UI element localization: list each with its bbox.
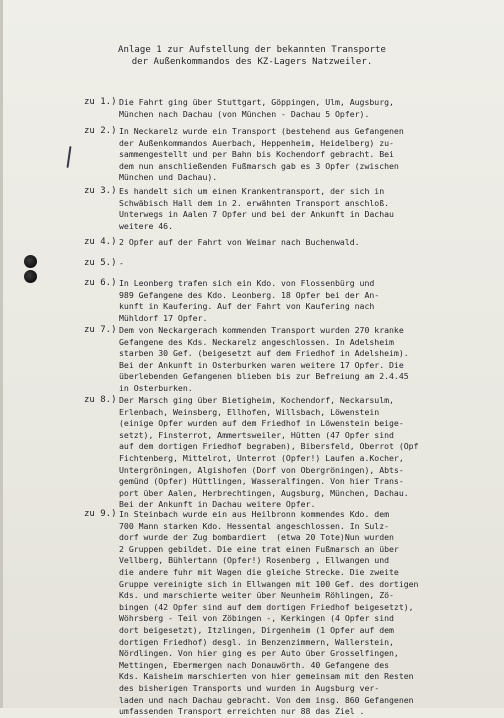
entry-text-line: Gruppe vereinigte sich in Ellwangen mit 100 Gef. des dortigen xyxy=(119,578,419,589)
document-title-line-2: der Außenkommandos des KZ-Lagers Natzweiler. xyxy=(131,57,373,67)
document-title-line-1: Anlage 1 zur Aufstellung der bekannten Transporte xyxy=(118,45,386,55)
entry-text-line: weitere 46. xyxy=(119,220,174,231)
entry-text-line: Wöhrsberg - Teil von Zöbingen -, Kerkingen (4 Opfer sind xyxy=(119,613,394,624)
entry-text-line: Kds. Kaisheim marschierten von hier gemeinsam mit den Resten xyxy=(119,671,414,682)
entry-text-line: Kds. und marschierte weiter über Neunheim Röhlingen, Zö- xyxy=(119,590,394,601)
entry-text xyxy=(119,258,503,270)
entry-label: zu 7.) xyxy=(84,325,117,335)
entry-text-line: München und Dachau). xyxy=(119,172,218,183)
entry-text-line: kunft in Kaufering. Auf der Fahrt von Kaufering nach xyxy=(119,301,375,312)
entry-text xyxy=(119,186,503,232)
entry-text-line: 700 Mann starken Kdo. Hessental angeschlossen. In Sulz- xyxy=(119,520,390,531)
entry-text xyxy=(119,325,503,395)
entry-text-line: Bei der Ankunft in Osterburken waren weitere 17 Opfer. Die xyxy=(119,359,404,370)
entry-text-line: 989 Gefangene des Kdo. Leonberg. 18 Opfer bei der An- xyxy=(119,289,380,300)
entry-text-line: Der Marsch ging über Bietigheim, Kochendorf, Neckarsulm, xyxy=(119,395,394,405)
entry-text-line: setzt), Finsterrot, Ammertsweiler, Hütten (47 Opfer sind xyxy=(119,429,394,440)
entry-label: zu 5.) xyxy=(84,258,117,268)
entry-label: zu 8.) xyxy=(84,395,117,405)
entry-text-line: 2 Gruppen gebildet. Die eine trat einen Fußmarsch an über xyxy=(119,543,399,554)
entry-label: zu 6.) xyxy=(84,278,117,288)
page-edge xyxy=(0,0,3,708)
entry-text xyxy=(119,126,503,184)
entry-text-line: In Leonberg trafen sich ein Kdo. von Flossenbürg und xyxy=(119,278,375,288)
entry-text-line: Untergröningen, Algishofen (Dorf von Obergröningen), Abts- xyxy=(119,464,404,475)
entry-text-line: umfassenden Transport erreichten nur 88 das Ziel . xyxy=(119,706,365,717)
margin-pen-mark xyxy=(66,146,71,168)
entry-text-line: Mettingen, Ebermergen nach Donauwörth. 40 Gefangene des xyxy=(119,659,390,670)
entry-text-line: starben 30 Gef. (beigesetzt auf dem Friedhof in Adelsheim). xyxy=(119,348,409,359)
entry-text-line: Fichtenberg, Mittelrot, Unterrot (Opfer!) Laufen a.Kocher, xyxy=(119,452,404,463)
entry-text-line: dorf wurde der Zug bombardiert (etwa 20 Tote)Nun wurden xyxy=(119,532,394,543)
entry-text-line: Mühldorf 17 Opfer. xyxy=(119,312,208,323)
entry-text-line: auf dem dortigen Friedhof begraben), Bibersfeld, Oberrot (Opf xyxy=(119,441,419,452)
entry-text-line: Unterwegs in Aalen 7 Opfer und bei der Ankunft in Dachau xyxy=(119,209,394,220)
entry-text-line: Dem von Neckargerach kommenden Transport wurden 270 kranke xyxy=(119,325,404,335)
entry-text-line: Gefangene des Kds. Neckarelz angeschlossen. In Adelsheim xyxy=(119,336,394,347)
entry-text-line: Vellberg, Bühlertann (Opfer!) Rosenberg , Ellwangen und xyxy=(119,555,390,566)
entry-text xyxy=(119,237,503,249)
entry-text xyxy=(119,395,503,511)
entry-text-line: - xyxy=(119,258,124,268)
entry-text-line: In Steinbach wurde ein aus Heilbronn kommendes Kdo. dem xyxy=(119,509,390,519)
entry-label: zu 1.) xyxy=(84,97,117,107)
punch-hole-upper xyxy=(24,255,37,268)
entry-text xyxy=(119,509,503,718)
entry-text-line: dort beigesetzt), Itzlingen, Dirgenheim (1 Opfer auf dem xyxy=(119,624,394,635)
entry-text-line: sammengestellt und per Bahn bis Kochendorf gebracht. Bei xyxy=(119,149,394,160)
entry-label: zu 3.) xyxy=(84,186,117,196)
entry-text-line: Erlenbach, Weinsberg, Ellhofen, Willsbach, Löwenstein xyxy=(119,406,380,417)
entry-text-line: gemünd (Opfer) Hüttlingen, Wasseralfingen. Von hier Trans- xyxy=(119,476,404,487)
entry-text xyxy=(119,278,503,324)
entry-text-line: bingen (42 Opfer sind auf dem dortigen Friedhof beigesetzt), xyxy=(119,601,414,612)
entry-text-line: 2 Opfer auf der Fahrt von Weimar nach Buchenwald. xyxy=(119,237,360,247)
entry-text-line: port über Aalen, Herbrechtingen, Augsburg, München, Dachau. xyxy=(119,487,409,498)
entry-text xyxy=(119,97,503,120)
entry-text-line: Die Fahrt ging über Stuttgart, Göppingen, Ulm, Augsburg, xyxy=(119,97,394,107)
entry-text-line: die andere fuhr mit Wagen die gleiche Strecke. Die zweite xyxy=(119,566,399,577)
entry-text-line: der Außenkommandos Auerbach, Heppenheim, Heidelberg) zu- xyxy=(119,137,394,148)
entry-text-line: Schwäbisch Hall dem in 2. erwähnten Transport anschloß. xyxy=(119,197,390,208)
entry-label: zu 9.) xyxy=(84,509,117,519)
entry-text-line: in Osterburken. xyxy=(119,382,193,393)
entry-text-line: (einige Opfer wurden auf dem Friedhof in Löwenstein beige- xyxy=(119,418,404,429)
entry-text-line: dem nun anschließenden Fußmarsch gab es 3 Opfer (zwischen xyxy=(119,160,399,171)
entry-text-line: dortigen Friedhof) desgl. in Benzenzimmern, Wallerstein, xyxy=(119,636,394,647)
entry-text-line: Nördlingen. Von hier ging es per Auto über Grosselfingen, xyxy=(119,648,399,659)
entry-label: zu 2.) xyxy=(84,126,117,136)
entry-text-line: laden und nach Dachau gebracht. Von dem insg. 860 Gefangenen xyxy=(119,694,414,705)
entry-text-line: München nach Dachau (von München - Dachau 5 Opfer). xyxy=(119,108,370,119)
entry-text-line: Bei der Ankunft in Dachau weitere Opfer. xyxy=(119,499,316,510)
entry-text-line: des bisherigen Transports und wurden in Augsburg ver- xyxy=(119,682,380,693)
entry-label: zu 4.) xyxy=(84,237,117,247)
entry-text-line: überlebenden Gefangenen blieben bis zur Befreiung am 2.4.45 xyxy=(119,371,409,382)
entry-text-line: In Neckarelz wurde ein Transport (bestehend aus Gefangenen xyxy=(119,126,404,136)
punch-hole-lower xyxy=(24,270,37,283)
entry-text-line: Es handelt sich um einen Krankentransport, der sich in xyxy=(119,186,385,196)
